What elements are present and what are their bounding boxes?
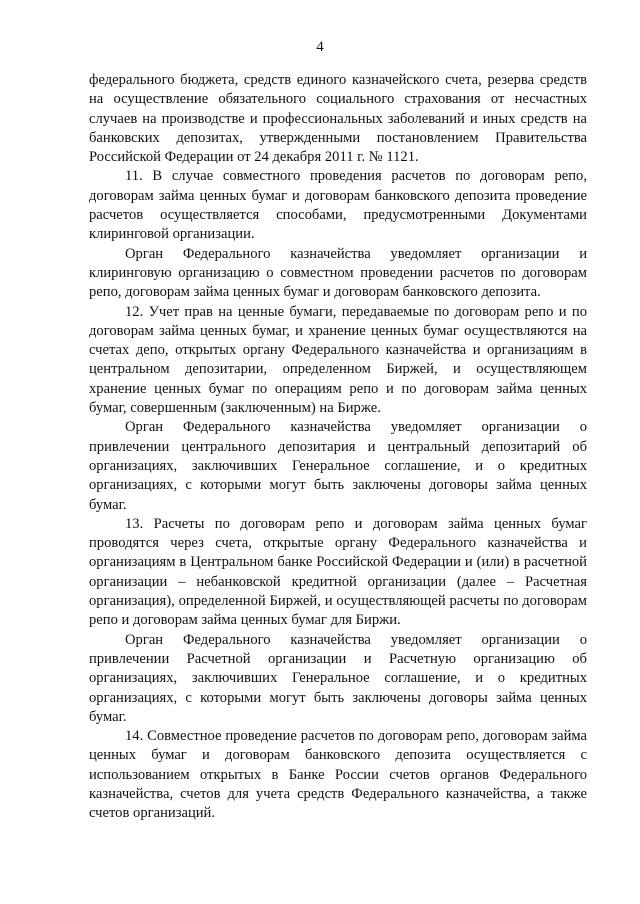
paragraph-continuation: федерального бюджета, средств единого казначейского счета, резерва средств на осуществление обязательного социального страхования от несчастных случаев на производстве и профессиональных заболеваний и иных средств на банковских депозитах, утвержденными постановлением Правительства Российской Федерации от 24 декабря 2011 г. № 1121. — [89, 72, 587, 166]
paragraph-item-11: 11. В случае совместного проведения расчетов по договорам репо, договорам займа ценных бумаг и договорам банковского депозита проведение расчетов осуществляется способами, предусмотренными Документами клиринговой организации. — [89, 168, 587, 243]
page-number: 4 — [316, 39, 324, 55]
paragraph-item-13-notice: Орган Федерального казначейства уведомляет организации о привлечении Расчетной организации и Расчетную организацию об организациях, заключивших Генеральное соглашение, и о кредитных организациях, с которыми могут быть заключены договоры займа ценных бумаг. — [89, 631, 587, 725]
paragraph-item-12: 12. Учет прав на ценные бумаги, передаваемые по договорам репо и по договорам займа ценных бумаг, и хранение ценных бумаг осуществляются на счетах депо, открытых органу Федерального казначейства и организациям в центральном депозитарии, определенном Биржей, и осуществляющем хранение ценных бумаг по операциям репо и по договорам займа ценных бумаг, совершенным (заключенным) на Бирже. — [89, 303, 587, 417]
paragraph-item-13: 13. Расчеты по договорам репо и договорам займа ценных бумаг проводятся через счета, открытые органу Федерального казначейства и организациям в Центральном банке Российской Федерации и (или) в расчетной организации – небанковской кредитной организации (далее – Расчетная организация), определенной Биржей, и осуществляющей расчеты по договорам репо и договорам займа ценных бумаг для Биржи. — [89, 515, 587, 629]
paragraph-item-14: 14. Совместное проведение расчетов по договорам репо, договорам займа ценных бумаг и договорам банковского депозита осуществляется с использованием открытых в Банке России счетов органов Федерального казначейства, счетов для учета средств Федерального казначейства, а также счетов организаций. — [89, 728, 587, 822]
document-body — [89, 71, 587, 824]
paragraph-item-12-notice: Орган Федерального казначейства уведомляет организации о привлечении центрального депозитария и центральный депозитарий об организациях, заключивших Генеральное соглашение, и о кредитных организациях, с которыми могут быть заключены договоры займа ценных бумаг. — [89, 419, 587, 513]
paragraph-item-11-notice: Орган Федерального казначейства уведомляет организации и клиринговую организацию о совместном проведении расчетов по договорам репо, договорам займа ценных бумаг и договорам банковского депозита. — [89, 245, 587, 301]
